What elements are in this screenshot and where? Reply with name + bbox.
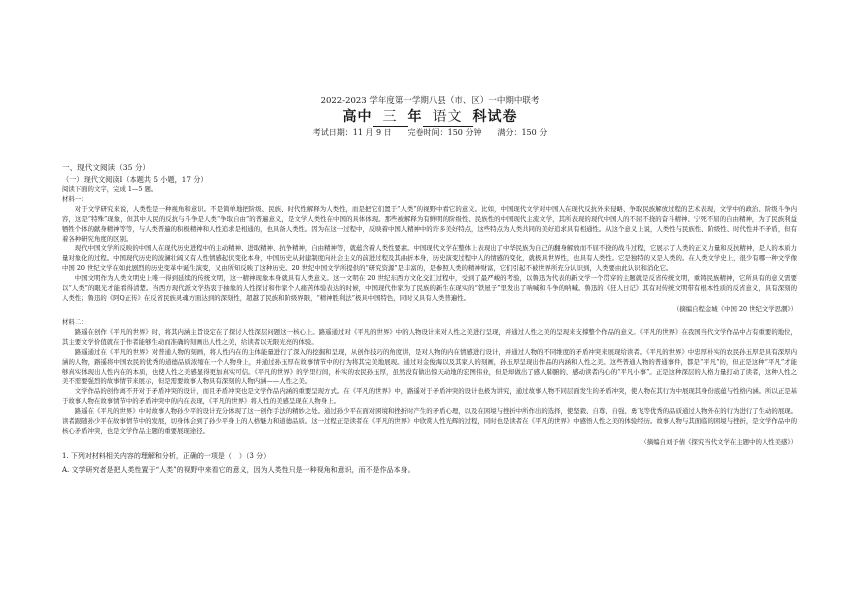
material1-paragraph: 中国文明作为人类文明史上唯一得到延续的传统文明，这一精神现象本身就具有人类意义。这一文明在 20 世纪东西方文化交汇过程中，受到了最严峻的考验，以鲁迅为代表的新文学一个贯穿的主题就是反省传统文明，重铸民族精神，它所具有的意义需要以“人类”的眼光才能看得清楚。当西方现代派文学热衷于抽象的人性探讨和作家个人痛苦体验表达的时候，中国现代作家为了民族的新生在现实的“铁屋子”里发出了呐喊和斗争的呐喊。鲁迅的《狂人日记》其有对传统文明带有根本性质的反省意义，具有深刻的人类性；鲁迅的《阿Q正传》在反省民族灵魂方面达到的深刻性，超越了民族和阶级界限，“精神胜利法”极具中国特色，同时又具有人类普遍性。 <box>62 274 797 303</box>
section-heading: 一、现代文阅读（35 分） <box>62 163 151 172</box>
material2-paragraph: 路遥通过在《平凡的世界》对普通人物的刻画，将人性内在的主体能量进行了深入的挖掘和呈现，从创作技巧的角度讲，是对人物的内在情感进行设计，并通过人物的不同维度的矛盾冲突来展现给读者。《平凡的世界》中忠厚朴实的农民孙玉厚是具有深厚内涵的人物，路遥将中国农民的优秀的道德品质浓缩在一个人物身上，并通过孙玉厚在故事情节中的行为将其完美地展现。通过对金俊海以及其家人的刻画，孙玉厚呈现出作品的内涵和人性之美。这些普通人物的普通事件，都是“平凡”的，但正是这种“平凡”才能够真实体现出人性内在的本质，也使人性之美感显得更加真实可信。《平凡的世界》的学里行间，朴实的农民孙玉厚，虽然没有做出惊天动地的宏图伟业，但是却做出了感人肺腑的、感动读者内心的“平凡小事”。正是这种深层的人格力量打动了读者，这种人性之美不需要强烈的故事情节来展示，但是需要故事人物具有深刻的人物内涵——人性之美。 <box>62 347 797 386</box>
material2-paragraph: 路遥在《平凡的世界》中对故事人物孙少平的设计充分体现了这一创作手法的精妙之处。通过孙少平在面对困境和挫折时产生的矛盾心理，以及在困境与挫折中所作出的选择，使坚毅、自尊、自强、勇飞等优秀的品质通过人物外在的行为进行了生动的展现。读者跟随孙少平在故事情节中的发展，切身体会到了孙少平身上的人格魅力和道德品质。这一过程正是读者在《平凡的世界》中欣赏人性光辉的过程，同时也是读者在《平凡的世界》中感悟人性之美的体验经历。故事人物与其面临的困境与挫折，是文学作品中的核心矛盾冲突，也是文学作品主题的重要展现途径。 <box>62 407 797 436</box>
material1-paragraph: 对于文学研究来说，人类性是一种视角和意识。不是简单地把阶级、民族、时代性解释为人类性，而是把它们置于“人类”的视野中看它的意义。比如，中国现代文学对中国人在现代反抗外来侵略、争取民族解放过程的艺术表现，文学中的政治、阶级斗争内容，这是“特殊”现象，但其中人民的反抗与斗争是人类“争取自由”的普遍意义，是文学人类性在中国的具体体现。那些被解释为有鲜明的阶级性、民族性的中国现代主流文学，其所表现的现代中国人的不屈不挠的奋斗精神、宁死不屈的自由精神，为了民族利益牺牲个体的献身精神等等，与人类普遍的积极精神和人性追求是相通的，也具备人类性。因为在这一过程中，反映着中国人精神中的许多美好特点，这些特点为人类共同的美好追求具有相通性。从这个意义上说，人类性与民族性、阶级性、时代性并不矛盾，但有着各种研究角度的区别。 <box>62 204 797 243</box>
instruction-text: 阅读下面的文字，完成 1—5 题。 <box>62 184 158 193</box>
material2-source: （摘编自刘予倩《探究当代文学在主题中的人性美感》） <box>640 437 797 446</box>
title-suffix: 科试卷 <box>472 109 518 125</box>
title-prefix: 高中 <box>342 109 373 125</box>
question-1-stem: 1. 下列对材料相关内容的理解和分析，正确的一项是（ ）（3 分） <box>62 451 271 460</box>
material1-paragraph: 现代中国文学所反映的中国人在现代历史进程中的主动精神、进取精神、抗争精神，自由精神等，就蕴含着人类性要素。中国现代文学在整体上表现出了中华民族为自己的翻身解放而不屈不挠的战斗过程，它展示了人类的正义力量和反抗精神，是人的本质力量对象化的过程。中国现代历史的波澜壮阔又有人性情感起伏变化本身，中国历史从封建制度向社会主义的前进过程及其曲折本身，历史演变过程中人的情感的变化，就极具世界性，也具有人类性。它是独特的又是人类的。在人类文学史上，很少有哪一种文学像中国 20 世纪文学在如此剧烈的历史变革中诞生演变，又由所知反映了这种历史。20 世纪中国文学所提供的“研究资源”是丰富的，是参照人类的精神财富，它们引起不被世界所充分认识到，人类要由此认识和消化它。 <box>62 244 797 273</box>
exam-title <box>0 106 860 127</box>
material2-label: 材料二： <box>62 317 88 326</box>
exam-top-line: 2022-2023 学年度第一学期八县（市、区）一中期中联考 <box>320 96 540 106</box>
exam-content <box>62 162 797 476</box>
material1-source: （摘编自程金城《中国 20 世纪文学思潮》） <box>672 304 797 313</box>
grade-blank: 三 <box>373 106 408 127</box>
exam-info: 考试日期：11 月 9 日 完卷时间：150 分钟 满分：150 分 <box>312 128 548 137</box>
material1-label: 材料一： <box>62 194 88 203</box>
material2-paragraph: 文学作品的创作离不开对于矛盾冲突的设计，而且矛盾冲突也是文学作品内涵的重要呈现方式。在《平凡的世界》中，路遥对于矛盾冲突的设计也极为讲究，通过故事人物不同层面发生的矛盾冲突，使人物在其行为中展现其身份底蕴与性格内涵。所以正是基于故事人物在故事情节中的矛盾冲突中的内在表现，《平凡的世界》将人性的美感呈现在人物身上。 <box>62 387 797 406</box>
subject-blank: 语文 <box>423 106 473 127</box>
grade-suffix: 年 <box>407 109 423 125</box>
question-1-option-a: A. 文学研究者是把人类性置于“人类”的视野中来看它的意义，因为人类性只是一种视角和意识，而不是作品本身。 <box>62 465 415 474</box>
subsection-heading: （一）现代文阅读Ⅰ（本题共 5 小题，17 分） <box>62 174 208 184</box>
material2-paragraph: 路遥在创作《平凡的世界》时，将其内涵主旨设定在了探讨人性深层问题这一核心上。路遥通过对《平凡的世界》中的人物设计来对人性之美进行呈现，并通过人性之美的呈现来支撑整个作品的意义。《平凡的世界》在我国当代文学作品中占有重要的地位，其主要文学价值就在于作者能够生动而准确的刻画出人性之美，给读者以无限光亮的体验。 <box>62 327 797 346</box>
